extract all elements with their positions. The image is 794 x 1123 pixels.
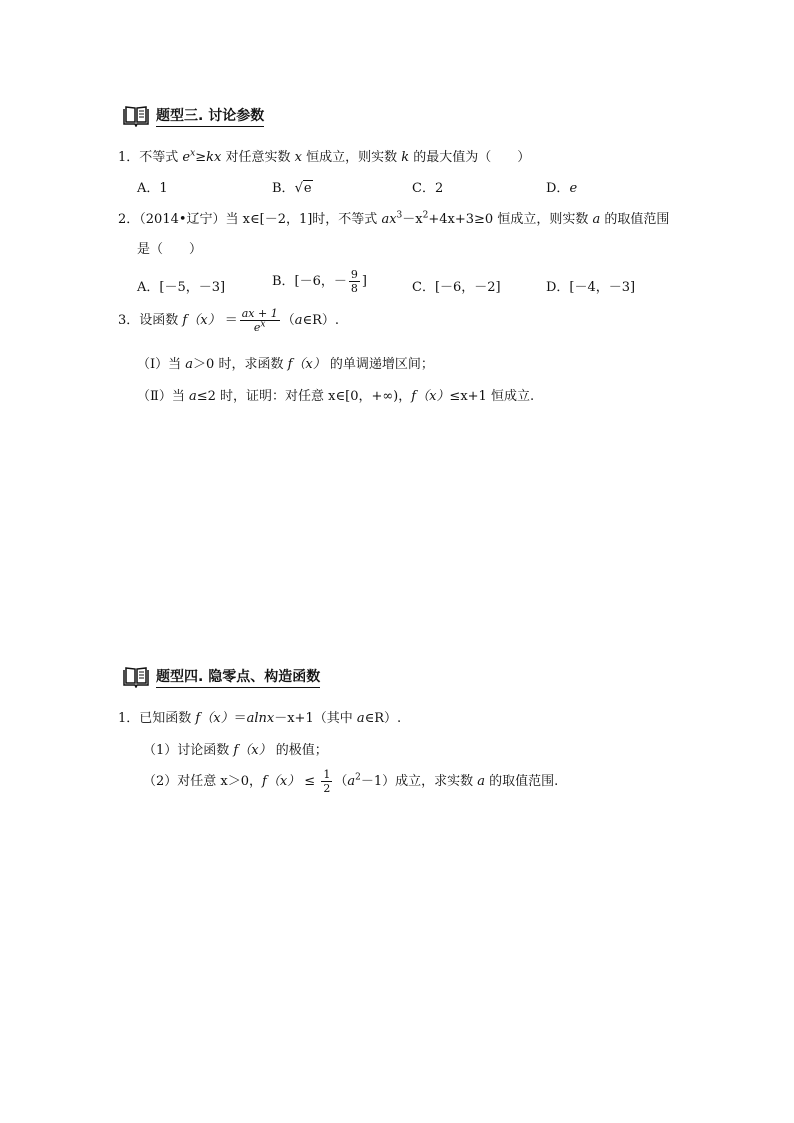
question-1-stem: 1．不等式 $e^x\ge kx$ 对任意实数 x 恒成立，则实数 k 的最大值为（ ）: [118, 148, 531, 165]
question-1-option-d: D．e: [546, 181, 578, 196]
question-3-part-1: （Ⅰ）当 a＞0 时，求函数 f（x） 的单调递增区间；: [137, 357, 434, 372]
question-2-option-b: B．[－6，－ $\frac{9}{8}$ ]: [272, 268, 367, 295]
section-4-header: [122, 665, 320, 689]
section-3-header: [122, 104, 264, 128]
question-1-option-c: C．2: [412, 181, 444, 196]
question-2-option-a: A．[－5，－3]: [137, 280, 226, 295]
question-1-option-a: A．1: [137, 181, 168, 196]
question-3-part-2: （Ⅱ）当 a≤2 时，证明：对任意 x∈[0，+∞)，f（x）≤x+1 恒成立.: [137, 389, 535, 404]
section-4-question-1-stem: 1．已知函数 f（x）＝alnx－x+1（其中 a∈R）.: [118, 711, 402, 726]
section-4-question-1-part-2: （2）对任意 x＞0，f（x） ≤ $\frac{1}{2}$ $(a^2-1)$成立，求实数 a 的取值范围.: [143, 768, 559, 795]
question-2-stem-cont: 是（ ）: [137, 242, 203, 257]
section-4-question-1-part-1: （1）讨论函数 f（x） 的极值；: [143, 743, 328, 758]
question-1-option-b: B．√e: [272, 181, 312, 196]
section-4-title: 题型四. 隐零点、构造函数: [156, 666, 320, 688]
book-icon: [122, 666, 150, 688]
book-icon: [122, 105, 150, 127]
question-2-option-c: C．[－6，－2]: [412, 280, 501, 295]
question-2-option-d: D．[－4，－3]: [546, 280, 636, 295]
question-2-stem: 2．（2014•辽宁）当 x∈[－2，1]时，不等式 $ax^3-x^2+4x+3\ge 0$ 恒成立，则实数 a 的取值范围: [118, 210, 670, 227]
section-3-title: 题型三. 讨论参数: [156, 105, 264, 127]
question-3-stem: 3．设函数 f（x） ＝ $\frac{ax + 1}{e^x}$ （a∈R）.: [118, 307, 340, 334]
